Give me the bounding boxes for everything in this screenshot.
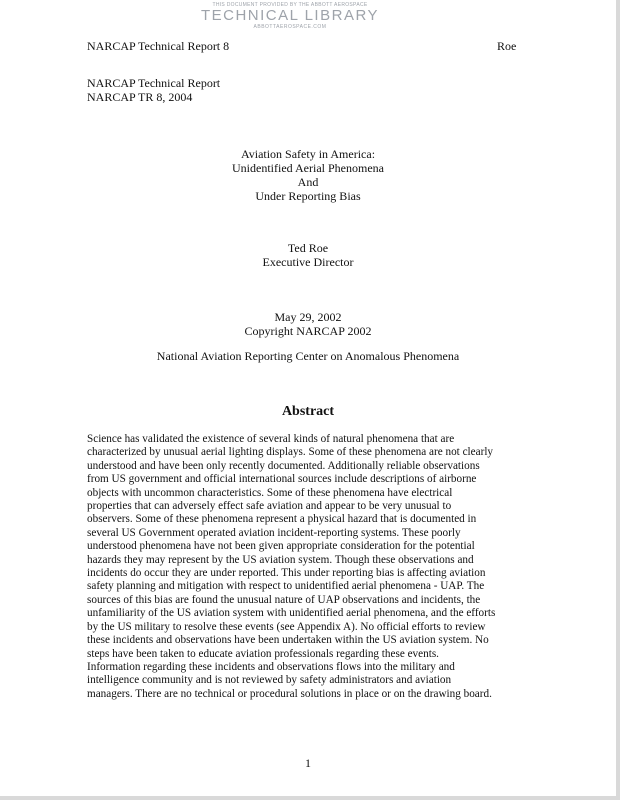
document-title [0, 147, 616, 203]
abstract-heading: Abstract [281, 404, 335, 419]
abstract-line: observers. Some of these phenomena represent a physical hazard that is documented in [87, 513, 477, 526]
library-watermark [200, 2, 380, 30]
abstract-line: understood and have been only recently documented. Additionally reliable observations [87, 459, 480, 472]
abstract-line: safety planning and mitigation with respect to unidentified aerial phenomena - UAP. The [87, 580, 485, 593]
abstract-line: managers. There are no technical or procedural solutions in place or on the drawing board. [87, 687, 492, 700]
author-name: Ted Roe [287, 241, 329, 255]
running-header-title: NARCAP Technical Report 8 [87, 39, 230, 53]
abstract-body [87, 433, 534, 701]
abstract-line: these incidents and observations have been undertaken within the US aviation system. No [87, 634, 489, 647]
abstract-line: steps have been taken to educate aviation professionals regarding these events. [87, 647, 439, 660]
copyright-line: Copyright NARCAP 2002 [244, 324, 372, 338]
abstract-line: Information regarding these incidents and observations flows into the military and [87, 660, 455, 673]
title-line-3: And [297, 175, 319, 189]
abstract-line: sources of this bias are found the unusual nature of UAP observations and incidents, the [87, 593, 481, 606]
abstract-line: properties that can adversely effect safe aviation and appear to be very unusual to [87, 500, 452, 513]
abstract-line: Science has validated the existence of several kinds of natural phenomena that are [87, 433, 455, 445]
abstract-line: hazards they may represent by the US aviation system. Though these observations and [87, 553, 474, 566]
title-line-2: Unidentified Aerial Phenomena [232, 161, 384, 175]
organization-name: National Aviation Reporting Center on Anomalous Phenomena [156, 349, 460, 363]
author-block [0, 241, 616, 269]
title-line-1: Aviation Safety in America: [240, 147, 376, 161]
author-role: Executive Director [262, 255, 354, 269]
abstract-line: understood phenomena have not been given appropriate consideration for the potential [87, 540, 475, 553]
report-line-2: NARCAP TR 8, 2004 [87, 90, 193, 104]
abstract-line: by the US military to resolve these events (see Appendix A). No official efforts to review [87, 620, 486, 633]
report-id-block [87, 76, 220, 104]
abstract-line: from US government and official international sources include descriptions of airborne [87, 473, 477, 486]
abstract-line: several US Government operated aviation incident-reporting systems. These poorly [87, 526, 461, 539]
watermark-title: TECHNICAL LIBRARY [200, 7, 380, 24]
abstract-line: characterized by unusual aerial lighting displays. Some of these phenomena are not clearly [87, 446, 494, 459]
abstract-line: unfamiliarity of the US aviation system with unidentified aerial phenomena, and the efforts [87, 607, 496, 620]
running-header-author: Roe [497, 39, 517, 53]
abstract-line: objects with uncommon characteristics. Some of these phenomena have electrical [87, 486, 453, 499]
abstract-line: intelligence community and is not reviewed by safety administrators and aviation [87, 674, 452, 687]
date-block [0, 310, 616, 338]
watermark-url: ABBOTTAEROSPACE.COM [253, 24, 327, 30]
watermark-top-line: THIS DOCUMENT PROVIDED BY THE ABBOTT AEROSPACE [212, 2, 368, 8]
report-line-1: NARCAP Technical Report [87, 76, 221, 90]
title-line-4: Under Reporting Bias [255, 189, 361, 203]
publication-date: May 29, 2002 [274, 310, 342, 324]
page-number: 1 [305, 756, 311, 770]
abstract-line: incidents do occur they are under reported. This under reporting bias is affecting aviation [87, 567, 486, 580]
